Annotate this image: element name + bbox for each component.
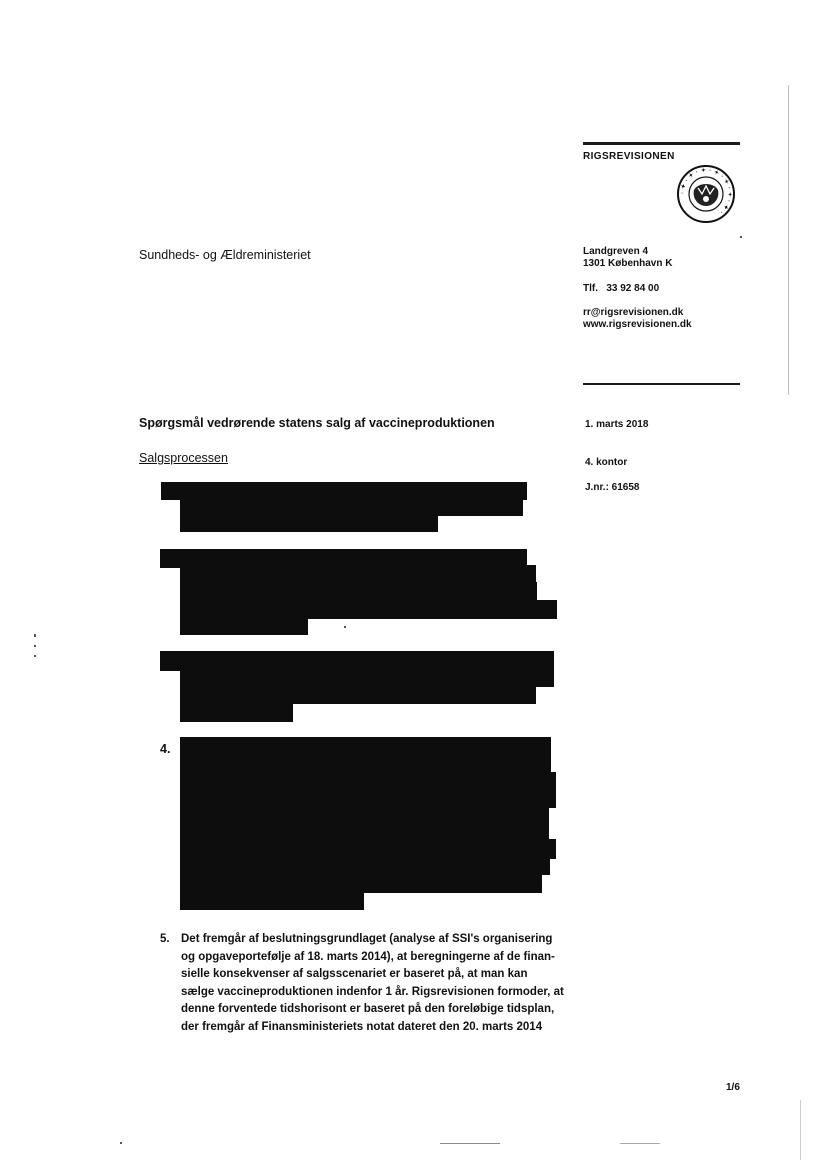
letterhead-top-rule: [583, 142, 740, 145]
journal-number: J.nr.: 61658: [585, 482, 640, 493]
scan-speck: [740, 236, 742, 238]
recipient: Sundheds- og Ældreministeriet: [139, 248, 311, 262]
paragraph-5-line: der fremgår af Finansministeriets notat dateret den 20. marts 2014: [181, 1020, 543, 1033]
section-heading: Salgsprocessen: [139, 451, 228, 465]
paragraph-5-body: [181, 931, 581, 1036]
email-address: rr@rigsrevisionen.dk: [583, 307, 684, 318]
address-line-1: Landgreven 4: [583, 246, 649, 257]
address-line-2: 1301 København K: [583, 258, 673, 269]
scan-speck: [344, 626, 346, 628]
paragraph-number-4: 4.: [160, 742, 171, 756]
redaction-bar: [180, 890, 364, 910]
svg-text:· ✦ · ✦ · ✦ · ✦ · ✦ · ✦ · ✦ ·: · ✦ · ✦ · ✦ · ✦ · ✦ · ✦ · ✦ ·: [679, 167, 733, 215]
subject-line: Spørgsmål vedrørende statens salg af vaccineproduktionen: [139, 416, 495, 430]
redaction-bar: [180, 702, 293, 722]
scan-speck: [34, 655, 36, 657]
scan-speck: [120, 1142, 122, 1144]
page-number: 1/6: [726, 1082, 740, 1093]
paragraph-5-line: sielle konsekvenser af salgsscenariet er baseret på, at man kan: [181, 968, 528, 980]
office-name: 4. kontor: [585, 457, 628, 468]
redaction-bar: [180, 617, 308, 635]
org-name: RIGSREVISIONEN: [583, 151, 675, 162]
scan-speck: [34, 634, 36, 637]
phone-number: Tlf. 33 92 84 00: [583, 283, 660, 294]
scan-speck: [34, 645, 36, 647]
website-address: www.rigsrevisionen.dk: [583, 319, 692, 330]
letter-date: 1. marts 2018: [585, 419, 649, 430]
paragraph-number-5: 5.: [160, 933, 170, 945]
paragraph-5-line: og opgaveportefølje af 18. marts 2014), at beregningerne af de finan-: [181, 950, 555, 963]
scan-speck: [440, 1143, 500, 1144]
paragraph-5-line: Det fremgår af beslutningsgrundlaget (analyse af SSI's organisering: [181, 933, 553, 945]
rigsrevisionen-seal-logo: [676, 164, 736, 224]
redaction-bar: [180, 514, 438, 532]
redaction-bar: [180, 582, 537, 601]
scan-edge-line: [788, 85, 789, 395]
paragraph-5-line: denne forventede tidshorisont er baseret på den foreløbige tidsplan,: [181, 1003, 555, 1015]
scan-speck: [620, 1143, 660, 1144]
paragraph-5-line: sælge vaccineproduktionen indenfor 1 år. Rigsrevisionen formoder, at: [181, 985, 564, 998]
letterhead-bottom-rule: [583, 383, 740, 385]
scan-edge-line: [800, 1100, 801, 1160]
